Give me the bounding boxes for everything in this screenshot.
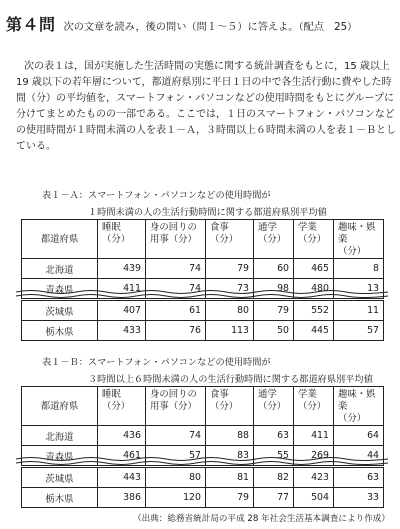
question-instruction: 次の文章を読み，後の問い（問１～５）に答えよ。（配点 25） — [63, 22, 358, 33]
table-b-cell: 74 — [146, 426, 206, 446]
table-b-cell: 436 — [98, 426, 146, 446]
table-b-cell: 443 — [98, 468, 146, 488]
table-b-cell: 269 — [294, 446, 334, 466]
table-b-cell: 64 — [334, 426, 384, 446]
table-b-caption-1: 表１－Ｂ：スマートフォン・パソコンなどの使用時間が — [42, 357, 271, 368]
table-a-header-errands: 身の回りの 用事（分） — [146, 220, 206, 259]
table-b-cell: 79 — [206, 488, 254, 508]
table-a-cell: 76 — [146, 321, 206, 341]
table-a-cell: 11 — [334, 301, 384, 321]
table-a-row-1-name: 北海道 — [22, 259, 98, 279]
question-header — [6, 12, 357, 35]
table-b — [21, 386, 384, 466]
table-b-cell: 33 — [334, 488, 384, 508]
table-a-header-commute: 通学 （分） — [254, 220, 294, 259]
table-a-header-row — [22, 220, 384, 259]
table-a-header-hobby: 趣味・娯楽 （分） — [334, 220, 384, 259]
table-b-header-sleep: 睡眠 （分） — [98, 387, 146, 426]
table-a-cell: 407 — [98, 301, 146, 321]
table-a-caption-1: 表１－Ａ：スマートフォン・パソコンなどの使用時間が — [42, 190, 271, 201]
table-b-cell: 88 — [206, 426, 254, 446]
table-b-caption-2: ３時間以上６時間未満の人の生活行動時間に関する都道府県別平均値 — [88, 374, 373, 385]
table-a-cell: 13 — [334, 279, 384, 299]
source-note: （出典：総務省統計局の平成 28 年社会生活基本調査により作成） — [132, 514, 390, 524]
passage-line-4: 分けてまとめたものの一部である。ここでは，１日のスマートフォン・パソコンなど — [16, 109, 395, 120]
table-b-cell: 120 — [146, 488, 206, 508]
table-a-header-study: 学業 （分） — [294, 220, 334, 259]
table-a-cell: 552 — [294, 301, 334, 321]
table-a-cell: 480 — [294, 279, 334, 299]
table-row — [22, 426, 384, 446]
table-b-row-3-name: 茨城県 — [22, 468, 98, 488]
table-row — [22, 488, 384, 508]
table-b-cell: 77 — [254, 488, 294, 508]
table-b-lower — [21, 467, 384, 508]
table-a-cell: 439 — [98, 259, 146, 279]
table-b-row-2-name: 青森県 — [22, 446, 98, 466]
table-a-cell: 113 — [206, 321, 254, 341]
passage-line-2: 19 歳以下の若年層について，都道府県別に平日１日の中で各生活行動に費やした時 — [16, 77, 392, 88]
table-a-cell: 465 — [294, 259, 334, 279]
table-a-cell: 73 — [206, 279, 254, 299]
table-row — [22, 468, 384, 488]
table-b-cell: 57 — [146, 446, 206, 466]
table-b-cell: 386 — [98, 488, 146, 508]
table-b-header-commute: 通学 （分） — [254, 387, 294, 426]
passage-line-1: 次の表１は，国が実施した生活時間の実態に関する統計調査をもとに，15 歳以上 — [24, 61, 390, 72]
table-b-break-mark — [16, 456, 388, 466]
table-a-cell: 79 — [254, 301, 294, 321]
table-b-cell: 82 — [254, 468, 294, 488]
table-a-cell: 61 — [146, 301, 206, 321]
table-b-header-study: 学業 （分） — [294, 387, 334, 426]
table-a-break-mark — [16, 289, 388, 299]
table-b-cell: 81 — [206, 468, 254, 488]
table-a-cell: 57 — [334, 321, 384, 341]
table-b-header-pref: 都道府県 — [22, 387, 98, 426]
table-a-header-sleep: 睡眠 （分） — [98, 220, 146, 259]
table-b-cell: 504 — [294, 488, 334, 508]
table-b-cell: 63 — [334, 468, 384, 488]
table-b-header-meals: 食事 （分） — [206, 387, 254, 426]
table-row — [22, 259, 384, 279]
table-a — [21, 219, 384, 299]
table-a-row-2-name: 青森県 — [22, 279, 98, 299]
table-b-cell: 80 — [146, 468, 206, 488]
table-row — [22, 301, 384, 321]
table-a-row-4-name: 栃木県 — [22, 321, 98, 341]
table-a-cell: 411 — [98, 279, 146, 299]
table-a-cell: 50 — [254, 321, 294, 341]
table-a-cell: 74 — [146, 279, 206, 299]
table-row — [22, 321, 384, 341]
passage-line-3: 間（分）の平均値を，スマートフォン・パソコンなどの使用時間をもとにグループに — [16, 93, 394, 104]
table-a-caption-2: １時間未満の人の生活行動時間に関する都道府県別平均値 — [88, 207, 327, 218]
table-b-row-4-name: 栃木県 — [22, 488, 98, 508]
table-a-cell: 445 — [294, 321, 334, 341]
table-b-header-hobby: 趣味・娯楽 （分） — [334, 387, 384, 426]
table-a-cell: 8 — [334, 259, 384, 279]
table-b-cell: 461 — [98, 446, 146, 466]
passage-line-6: ている。 — [16, 141, 56, 152]
table-a-cell: 433 — [98, 321, 146, 341]
table-a-header-pref: 都道府県 — [22, 220, 98, 259]
table-a-cell: 79 — [206, 259, 254, 279]
table-b-cell: 44 — [334, 446, 384, 466]
table-b-cell: 55 — [254, 446, 294, 466]
table-b-cell: 411 — [294, 426, 334, 446]
table-b-header-row — [22, 387, 384, 426]
table-b-cell: 63 — [254, 426, 294, 446]
table-b-row-1-name: 北海道 — [22, 426, 98, 446]
table-a-cell: 74 — [146, 259, 206, 279]
table-b-cell: 423 — [294, 468, 334, 488]
table-b-cell: 83 — [206, 446, 254, 466]
question-number: 第４問 — [6, 15, 56, 34]
table-a-row-3-name: 茨城県 — [22, 301, 98, 321]
table-a-cell: 60 — [254, 259, 294, 279]
table-a-lower — [21, 300, 384, 341]
table-a-cell: 98 — [254, 279, 294, 299]
passage-line-5: の使用時間が１時間未満の人を表１－Ａ，３時間以上６時間未満の人を表１－Ｂとし — [16, 125, 396, 136]
table-a-header-meals: 食事 （分） — [206, 220, 254, 259]
table-a-cell: 80 — [206, 301, 254, 321]
table-b-header-errands: 身の回りの 用事（分） — [146, 387, 206, 426]
